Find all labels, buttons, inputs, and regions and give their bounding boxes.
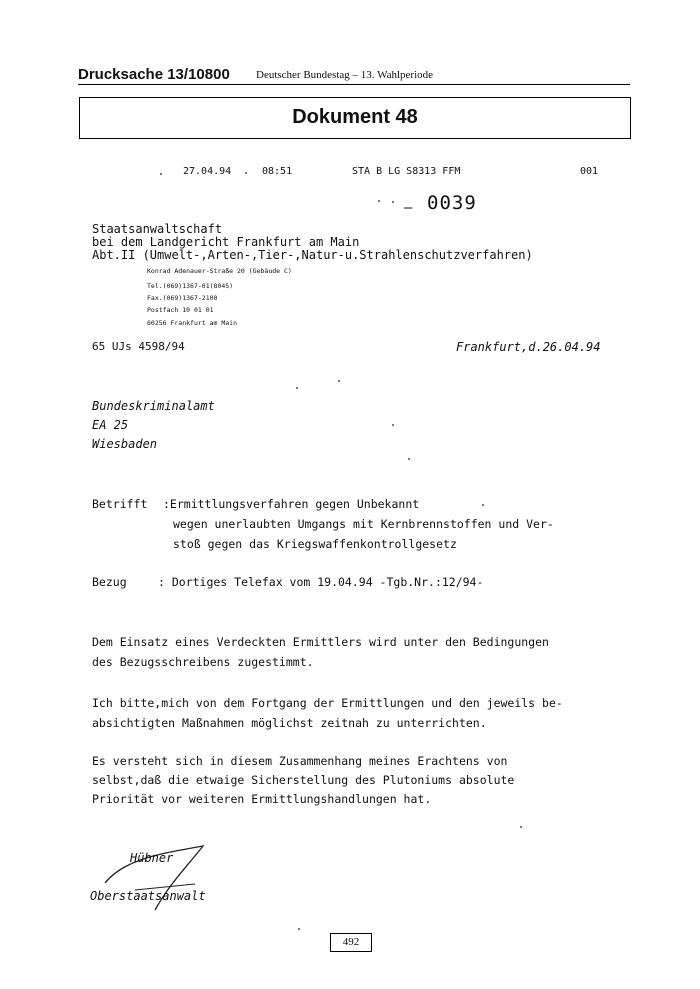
drucksache-number: Drucksache 13/10800 [78,66,230,83]
place-date: Frankfurt,d.26.04.94 [456,340,601,354]
signature-name: Hübner [130,851,174,865]
reference-text: : Dortiges Telefax vom 19.04.94 -Tgb.Nr.:12/94- [158,575,484,589]
wahlperiode-label: Deutscher Bundestag – 13. Wahlperiode [256,69,434,81]
fax-sender: STA B LG S8313 FFM [352,166,461,177]
document-title: Dokument 48 [292,106,418,128]
subject-line: stoß gegen das Kriegswaffenkontrollgesetz [173,537,457,551]
authority-name: Staatsanwaltschaft [92,222,223,236]
signature-title: Oberstaatsanwalt [90,889,206,903]
body-line: Priorität vor weiteren Ermittlungshandlungen hat. [92,792,432,806]
scan-speck [298,928,300,930]
subject-line: :Ermittlungsverfahren gegen Unbekannt [163,497,420,511]
scan-speck [408,458,410,460]
scan-speck [520,826,522,828]
fax-time: 08:51 [262,166,293,177]
body-line: des Bezugsschreibens zugestimmt. [92,655,314,669]
reference-label: Bezug [92,575,127,589]
document-title-box [79,97,631,139]
scan-speck [338,380,340,382]
fax-code: 0039 [427,192,477,214]
recipient-city: Wiesbaden [92,437,158,451]
authority-department: Abt.II (Umwelt-,Arten-,Tier-,Natur-u.Strahlenschutzverfahren) [92,248,533,262]
body-line: absichtigten Maßnahmen möglichst zeitnah zu unterrichten. [92,716,487,730]
file-reference: 65 UJs 4598/94 [92,340,185,353]
fax-dash: – [404,200,413,216]
recipient-name: Bundeskriminalamt [92,399,215,413]
header-rule [78,84,630,85]
scan-speck [378,200,380,202]
page-number: 492 [330,933,372,952]
fax-date: 27.04.94 [183,166,232,177]
scan-speck [482,504,484,506]
scan-speck [392,424,394,426]
authority-postbox: Postfach 10 01 01 [147,306,214,314]
authority-phone: Tel.(069)1367-01(8045) [147,282,234,290]
body-line: Es versteht sich in diesem Zusammenhang meines Erachtens von [92,754,508,768]
authority-street: Konrad Adenauer-Straße 20 (Gebäude C) [147,267,292,275]
body-line: Ich bitte,mich von dem Fortgang der Ermittlungen und den jeweils be- [92,696,563,710]
scan-speck [296,387,298,389]
authority-postcode: 60256 Frankfurt am Main [147,319,238,327]
scan-speck [160,173,162,175]
fax-page: 001 [580,166,599,177]
body-line: selbst,daß die etwaige Sicherstellung des Plutoniums absolute [92,773,515,787]
recipient-unit: EA 25 [92,418,129,432]
body-line: Dem Einsatz eines Verdeckten Ermittlers wird unter den Bedingungen [92,635,549,649]
scan-speck [245,172,247,174]
scan-speck [392,201,394,203]
subject-line: wegen unerlaubten Umgangs mit Kernbrennstoffen und Ver- [173,517,554,531]
authority-fax: Fax.(069)1367-2100 [147,294,218,302]
authority-court: bei dem Landgericht Frankfurt am Main [92,235,360,249]
subject-label: Betrifft [92,497,148,511]
